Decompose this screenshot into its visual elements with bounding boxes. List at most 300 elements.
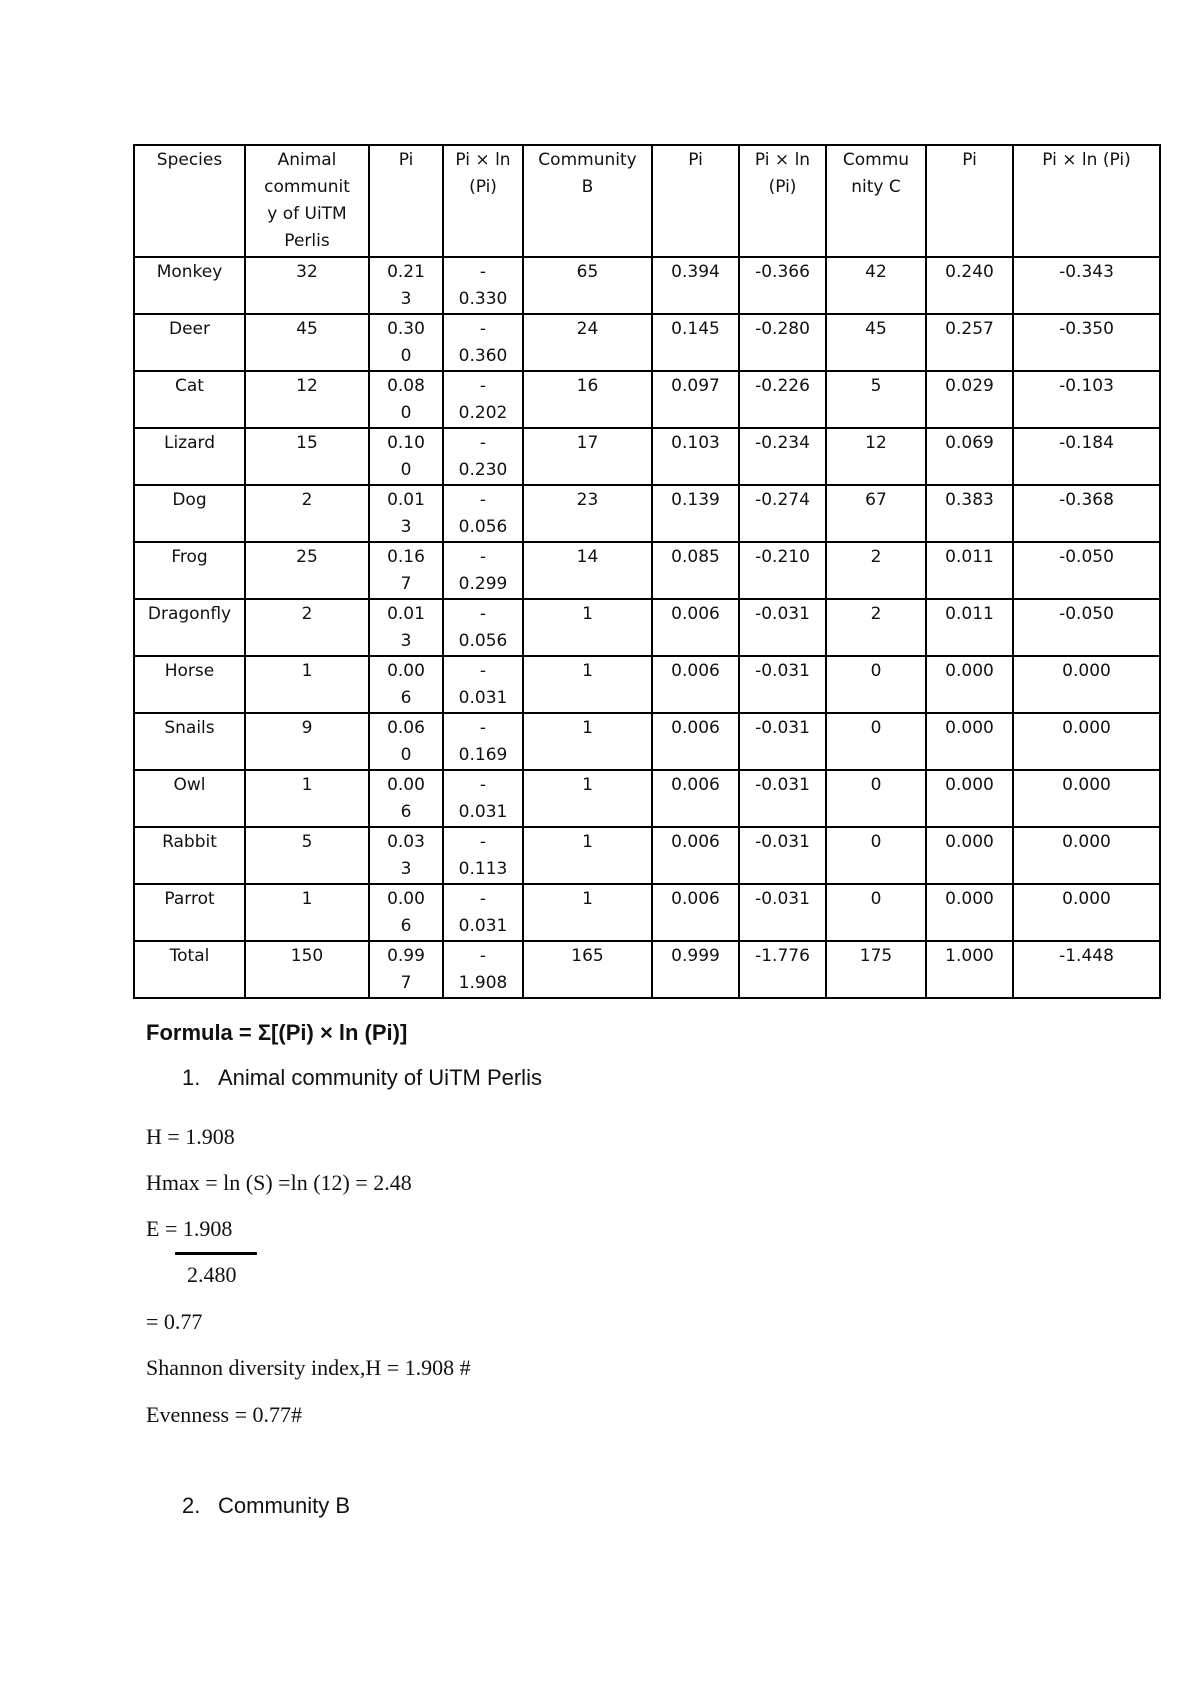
cell-value: 0.394 — [671, 262, 720, 282]
table-row — [134, 656, 1160, 713]
column-header — [523, 145, 652, 257]
table-header-row — [134, 145, 1160, 257]
table-cell — [369, 428, 443, 485]
table-cell — [1013, 713, 1160, 770]
column-header — [926, 145, 1013, 257]
table-cell — [826, 941, 926, 998]
table-cell — [926, 599, 1013, 656]
table-cell — [926, 827, 1013, 884]
table-cell — [652, 770, 739, 827]
cell-value: 0.999 — [671, 946, 720, 966]
table-body — [134, 257, 1160, 998]
cell-value: 24 — [576, 319, 599, 339]
cell-value: 0.03 3 — [387, 832, 425, 879]
cell-value: 0.000 — [945, 661, 994, 681]
species-cell — [134, 941, 245, 998]
cell-value: - 0.169 — [458, 718, 508, 765]
species-cell — [134, 485, 245, 542]
cell-value: 0.00 6 — [387, 775, 425, 822]
table-cell — [245, 542, 369, 599]
fraction-bar — [175, 1252, 257, 1255]
cell-value: 0.99 7 — [387, 946, 425, 993]
table-cell — [926, 485, 1013, 542]
table-cell — [443, 314, 523, 371]
table-cell — [1013, 656, 1160, 713]
column-header-label: Pi — [398, 150, 414, 170]
cell-value: 5 — [301, 832, 313, 852]
cell-value: 17 — [576, 433, 599, 453]
table-cell — [652, 656, 739, 713]
species-cell — [134, 770, 245, 827]
list-item-community-b — [182, 1493, 350, 1519]
cell-value: -1.776 — [755, 946, 810, 966]
table-cell — [926, 770, 1013, 827]
cell-value: 25 — [296, 547, 318, 567]
cell-value: 0.139 — [671, 490, 720, 510]
table-cell — [826, 485, 926, 542]
cell-value: Deer — [169, 319, 210, 339]
table-row — [134, 599, 1160, 656]
table-cell — [1013, 941, 1160, 998]
cell-value: -0.031 — [755, 775, 810, 795]
cell-value: 0.000 — [945, 775, 994, 795]
table-cell — [739, 542, 826, 599]
cell-value: 1.000 — [945, 946, 994, 966]
table-cell — [926, 542, 1013, 599]
cell-value: 1 — [582, 775, 593, 795]
table-cell — [926, 428, 1013, 485]
table-cell — [739, 713, 826, 770]
cell-value: 45 — [296, 319, 318, 339]
table-cell — [245, 314, 369, 371]
cell-value: 0.240 — [945, 262, 994, 282]
table-cell — [443, 713, 523, 770]
cell-value: Rabbit — [162, 832, 217, 852]
column-header — [1013, 145, 1160, 257]
cell-value: 0.000 — [1062, 775, 1111, 795]
cell-value: 0 — [870, 832, 882, 852]
cell-value: -0.050 — [1059, 604, 1114, 624]
species-cell — [134, 827, 245, 884]
table-cell — [926, 713, 1013, 770]
cell-value: 0.145 — [671, 319, 720, 339]
cell-value: -0.350 — [1059, 319, 1114, 339]
shannon-index-line: Shannon diversity index,H = 1.908 # — [146, 1355, 471, 1380]
cell-value: Owl — [173, 775, 206, 795]
table-cell — [826, 656, 926, 713]
table-cell — [523, 656, 652, 713]
cell-value: - 0.299 — [458, 547, 508, 594]
cell-value: -0.343 — [1059, 262, 1114, 282]
column-header — [245, 145, 369, 257]
cell-value: 9 — [301, 718, 313, 738]
cell-value: 150 — [290, 946, 324, 966]
table-cell — [739, 257, 826, 314]
cell-value: 1 — [582, 604, 593, 624]
column-header-label: Pi × ln (Pi) — [455, 150, 511, 197]
table-cell — [523, 884, 652, 941]
cell-value: 1 — [582, 889, 593, 909]
table-cell — [443, 542, 523, 599]
table-row — [134, 428, 1160, 485]
table-cell — [739, 599, 826, 656]
table-cell — [245, 599, 369, 656]
cell-value: -0.031 — [755, 889, 810, 909]
table-cell — [369, 371, 443, 428]
table-cell — [739, 428, 826, 485]
table-cell — [652, 428, 739, 485]
table-cell — [652, 485, 739, 542]
cell-value: 1 — [582, 661, 593, 681]
table-cell — [369, 485, 443, 542]
list-label: Animal community of UiTM Perlis — [218, 1065, 542, 1090]
table-cell — [443, 941, 523, 998]
cell-value: 175 — [859, 946, 893, 966]
table-cell — [245, 884, 369, 941]
cell-value: 0.097 — [671, 376, 720, 396]
table-cell — [739, 371, 826, 428]
table-cell — [652, 941, 739, 998]
cell-value: 1 — [301, 775, 313, 795]
table-cell — [926, 941, 1013, 998]
cell-value: -0.103 — [1059, 376, 1114, 396]
cell-value: 0 — [870, 889, 882, 909]
cell-value: 0 — [870, 661, 882, 681]
cell-value: 5 — [870, 376, 882, 396]
cell-value: Cat — [175, 376, 204, 396]
table-cell — [826, 884, 926, 941]
table-cell — [523, 827, 652, 884]
table-cell — [739, 884, 826, 941]
species-cell — [134, 656, 245, 713]
cell-value: 0.006 — [671, 889, 720, 909]
table-row — [134, 485, 1160, 542]
table-cell — [245, 941, 369, 998]
table-cell — [826, 542, 926, 599]
table-cell — [1013, 314, 1160, 371]
cell-value: 0.000 — [945, 889, 994, 909]
table-cell — [1013, 485, 1160, 542]
cell-value: 0.006 — [671, 775, 720, 795]
table-cell — [826, 428, 926, 485]
cell-value: -0.031 — [755, 604, 810, 624]
table-cell — [926, 257, 1013, 314]
table-cell — [1013, 428, 1160, 485]
species-cell — [134, 542, 245, 599]
column-header-label: Pi × ln (Pi) — [1042, 150, 1131, 170]
table-cell — [443, 656, 523, 713]
evenness-result-line: = 0.77 — [146, 1309, 203, 1334]
table-cell — [369, 827, 443, 884]
cell-value: Total — [169, 946, 210, 966]
hmax-line: Hmax = ln (S) =ln (12) = 2.48 — [146, 1170, 412, 1195]
species-cell — [134, 428, 245, 485]
cell-value: 0.006 — [671, 832, 720, 852]
cell-value: -0.184 — [1059, 433, 1114, 453]
table-cell — [443, 428, 523, 485]
table-cell — [652, 884, 739, 941]
cell-value: - 0.230 — [458, 433, 508, 480]
cell-value: 2 — [870, 547, 882, 567]
cell-value: 0.006 — [671, 718, 720, 738]
cell-value: 0.00 6 — [387, 661, 425, 708]
table-cell — [369, 656, 443, 713]
table-cell — [739, 827, 826, 884]
column-header — [826, 145, 926, 257]
cell-value: 2 — [301, 604, 313, 624]
table-cell — [826, 599, 926, 656]
cell-value: 32 — [296, 262, 318, 282]
table-row — [134, 770, 1160, 827]
column-header-label: Pi — [962, 150, 977, 170]
cell-value: -0.210 — [755, 547, 810, 567]
cell-value: 12 — [865, 433, 887, 453]
table-cell — [1013, 827, 1160, 884]
cell-value: 0.029 — [945, 376, 994, 396]
species-cell — [134, 599, 245, 656]
cell-value: 12 — [296, 376, 318, 396]
table-cell — [523, 770, 652, 827]
table-cell — [739, 314, 826, 371]
table-cell — [443, 257, 523, 314]
cell-value: 1 — [582, 832, 593, 852]
table-cell — [739, 770, 826, 827]
species-cell — [134, 371, 245, 428]
cell-value: - 0.031 — [458, 661, 508, 708]
evenness-denominator: 2.480 — [187, 1262, 237, 1287]
cell-value: 0.085 — [671, 547, 720, 567]
cell-value: 0.000 — [945, 832, 994, 852]
table-cell — [926, 371, 1013, 428]
cell-value: 0 — [870, 775, 882, 795]
evenness-line: Evenness = 0.77# — [146, 1402, 302, 1427]
column-header — [134, 145, 245, 257]
column-header-label: Pi × ln (Pi) — [754, 150, 811, 197]
column-header-label: Animal communit y of UiTM Perlis — [264, 150, 350, 251]
list-number: 1. — [182, 1065, 201, 1090]
cell-value: -0.280 — [755, 319, 810, 339]
cell-value: 0.01 3 — [387, 604, 425, 651]
table-cell — [245, 827, 369, 884]
diversity-table — [133, 144, 1161, 999]
table-cell — [739, 941, 826, 998]
cell-value: 0.006 — [671, 604, 720, 624]
cell-value: -0.050 — [1059, 547, 1114, 567]
table-cell — [739, 656, 826, 713]
table-cell — [652, 827, 739, 884]
cell-value: 0.01 3 — [387, 490, 425, 537]
table-cell — [523, 713, 652, 770]
table-cell — [652, 713, 739, 770]
table-cell — [826, 713, 926, 770]
table-cell — [652, 542, 739, 599]
species-cell — [134, 257, 245, 314]
cell-value: Snails — [164, 718, 215, 738]
table-cell — [1013, 770, 1160, 827]
h-value-line: H = 1.908 — [146, 1124, 235, 1149]
cell-value: - 0.113 — [458, 832, 508, 879]
table-cell — [826, 257, 926, 314]
cell-value: 0.08 0 — [387, 376, 425, 423]
cell-value: Lizard — [163, 433, 216, 453]
cell-value: - 0.031 — [458, 775, 508, 822]
formula-heading: Formula = Σ[(Pi) × ln (Pi)] — [146, 1020, 408, 1045]
cell-value: 0.011 — [945, 547, 994, 567]
table-cell — [443, 827, 523, 884]
column-header — [443, 145, 523, 257]
cell-value: -0.274 — [755, 490, 810, 510]
table-cell — [652, 599, 739, 656]
table-cell — [369, 941, 443, 998]
table-cell — [369, 770, 443, 827]
table-cell — [1013, 884, 1160, 941]
table-row — [134, 257, 1160, 314]
cell-value: 65 — [576, 262, 599, 282]
cell-value: Dog — [172, 490, 207, 510]
table-cell — [523, 371, 652, 428]
cell-value: 2 — [301, 490, 313, 510]
table-cell — [926, 314, 1013, 371]
cell-value: 0.30 0 — [387, 319, 425, 366]
cell-value: - 1.908 — [458, 946, 508, 993]
table-cell — [652, 314, 739, 371]
list-item-community-a — [182, 1065, 542, 1091]
table-cell — [826, 770, 926, 827]
cell-value: - 0.056 — [458, 604, 508, 651]
table-cell — [369, 314, 443, 371]
table-cell — [443, 884, 523, 941]
table-cell — [443, 485, 523, 542]
table-cell — [443, 599, 523, 656]
table-cell — [1013, 257, 1160, 314]
table-row — [134, 827, 1160, 884]
table-row — [134, 314, 1160, 371]
cell-value: Parrot — [164, 889, 215, 909]
table-cell — [523, 428, 652, 485]
table-cell — [245, 428, 369, 485]
cell-value: 45 — [865, 319, 887, 339]
list-number: 2. — [182, 1493, 201, 1518]
cell-value: -0.366 — [755, 262, 810, 282]
cell-value: - 0.330 — [458, 262, 508, 309]
cell-value: 14 — [576, 547, 599, 567]
table-cell — [245, 371, 369, 428]
table-cell — [369, 599, 443, 656]
cell-value: 0.011 — [945, 604, 994, 624]
table-cell — [523, 485, 652, 542]
cell-value: 0.069 — [945, 433, 994, 453]
table-cell — [652, 371, 739, 428]
cell-value: Frog — [171, 547, 208, 567]
cell-value: Horse — [164, 661, 215, 681]
column-header — [739, 145, 826, 257]
list-label: Community B — [218, 1493, 351, 1518]
cell-value: 0.000 — [1062, 889, 1111, 909]
cell-value: -0.031 — [755, 718, 810, 738]
cell-value: 23 — [576, 490, 599, 510]
species-cell — [134, 314, 245, 371]
species-cell — [134, 884, 245, 941]
column-header-label: Pi — [688, 150, 703, 170]
cell-value: - 0.202 — [458, 376, 508, 423]
table-cell — [245, 485, 369, 542]
cell-value: 67 — [865, 490, 887, 510]
table-cell — [245, 257, 369, 314]
table-cell — [245, 770, 369, 827]
cell-value: 0.000 — [1062, 661, 1111, 681]
table-cell — [369, 884, 443, 941]
table-cell — [926, 656, 1013, 713]
table-cell — [926, 884, 1013, 941]
cell-value: 2 — [870, 604, 882, 624]
table-cell — [443, 371, 523, 428]
table-cell — [1013, 599, 1160, 656]
cell-value: 15 — [296, 433, 318, 453]
cell-value: 0.000 — [1062, 718, 1111, 738]
species-cell — [134, 713, 245, 770]
cell-value: -0.368 — [1059, 490, 1114, 510]
table-cell — [826, 371, 926, 428]
cell-value: 0 — [870, 718, 882, 738]
column-header — [369, 145, 443, 257]
column-header-label: Commu nity C — [842, 150, 910, 197]
table-row — [134, 884, 1160, 941]
cell-value: 16 — [576, 376, 599, 396]
cell-value: 0.257 — [945, 319, 994, 339]
cell-value: 0.383 — [945, 490, 994, 510]
cell-value: 0.16 7 — [387, 547, 425, 594]
cell-value: Monkey — [156, 262, 223, 282]
table-row — [134, 371, 1160, 428]
table-row — [134, 941, 1160, 998]
evenness-numerator-line: E = 1.908 — [146, 1216, 233, 1241]
column-header-label: Species — [156, 150, 223, 170]
table-cell — [369, 257, 443, 314]
table-cell — [1013, 542, 1160, 599]
table-cell — [826, 314, 926, 371]
cell-value: 1 — [301, 661, 313, 681]
cell-value: Dragonfly — [147, 604, 232, 624]
table-cell — [523, 542, 652, 599]
cell-value: 0.06 0 — [387, 718, 425, 765]
cell-value: - 0.031 — [458, 889, 508, 936]
table-cell — [523, 314, 652, 371]
cell-value: - 0.056 — [458, 490, 508, 537]
column-header — [652, 145, 739, 257]
cell-value: 0.000 — [945, 718, 994, 738]
cell-value: 1 — [301, 889, 313, 909]
table-cell — [443, 770, 523, 827]
table-cell — [369, 713, 443, 770]
table-row — [134, 713, 1160, 770]
cell-value: 0.00 6 — [387, 889, 425, 936]
table-cell — [826, 827, 926, 884]
cell-value: 0.21 3 — [387, 262, 425, 309]
cell-value: - 0.360 — [458, 319, 508, 366]
table-cell — [523, 599, 652, 656]
table-cell — [1013, 371, 1160, 428]
cell-value: 42 — [865, 262, 887, 282]
table-cell — [523, 941, 652, 998]
cell-value: 0.006 — [671, 661, 720, 681]
table-cell — [245, 656, 369, 713]
cell-value: -0.031 — [755, 661, 810, 681]
cell-value: 1 — [582, 718, 593, 738]
cell-value: 0.103 — [671, 433, 720, 453]
cell-value: -0.031 — [755, 832, 810, 852]
table-cell — [739, 485, 826, 542]
table-row — [134, 542, 1160, 599]
